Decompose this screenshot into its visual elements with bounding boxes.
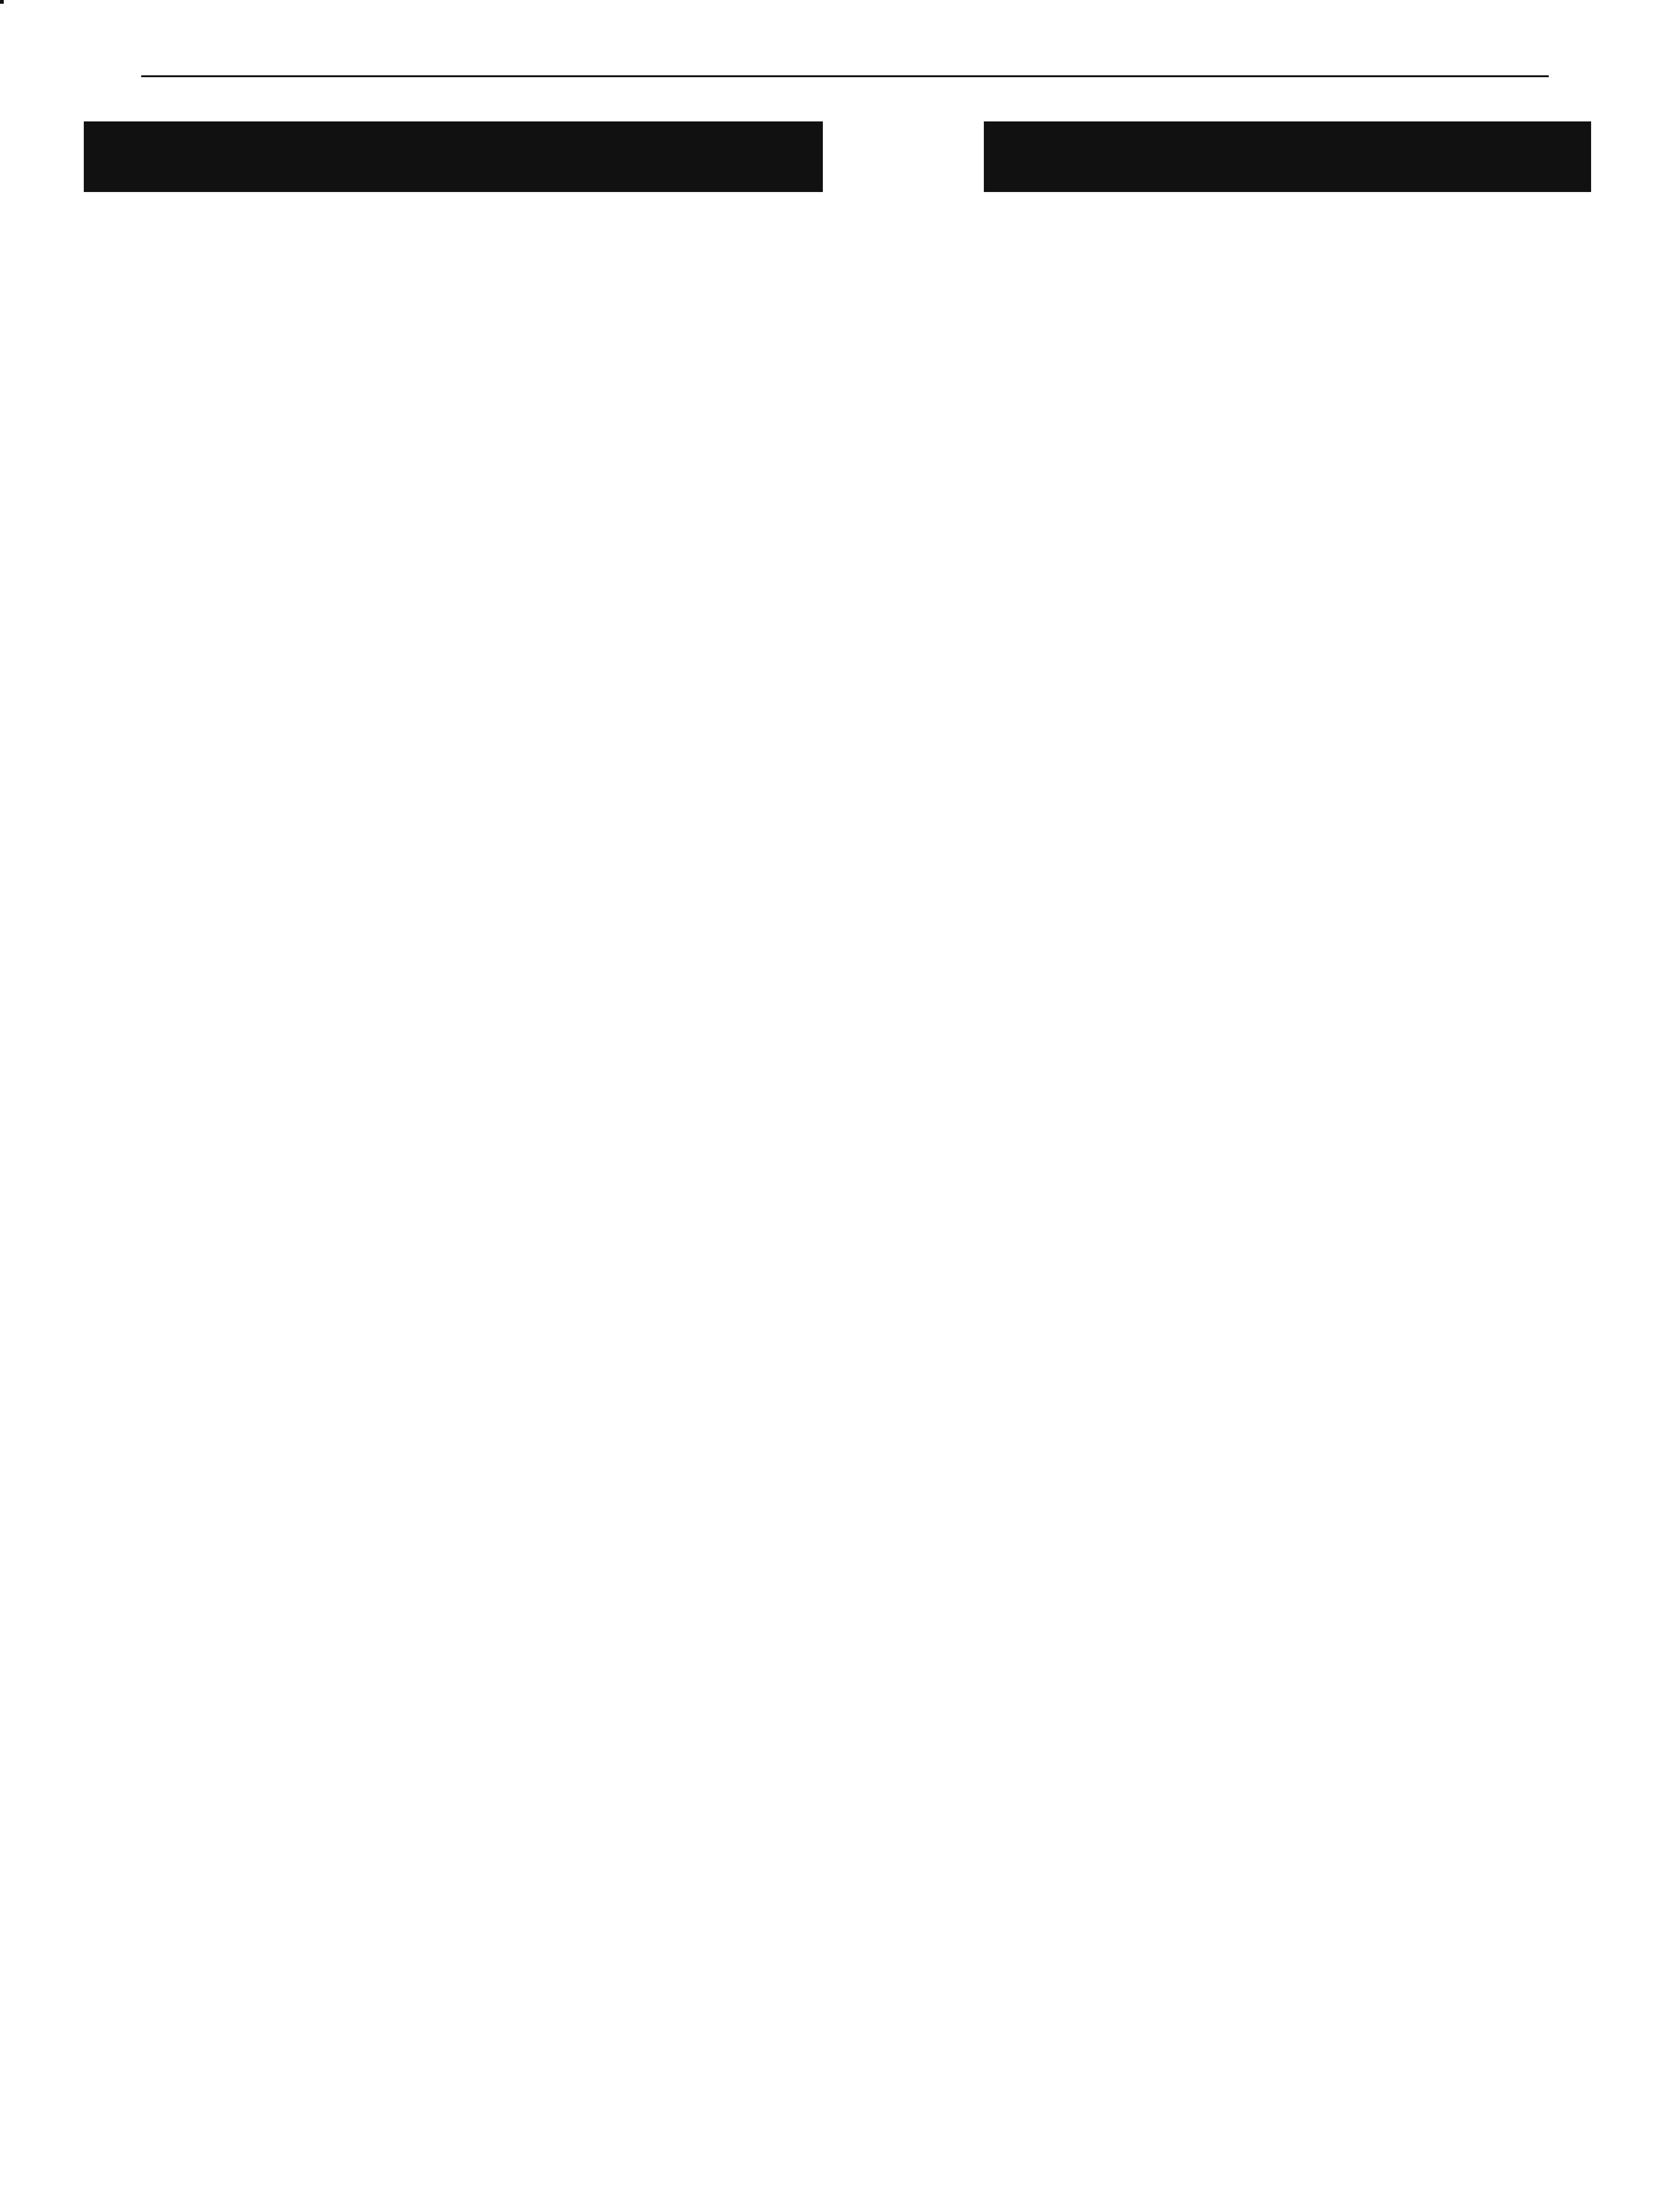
banner-right: [984, 121, 1591, 192]
header-rule: [141, 75, 1549, 77]
banner-left: [84, 121, 823, 192]
right-winners-table: [0, 0, 4, 4]
